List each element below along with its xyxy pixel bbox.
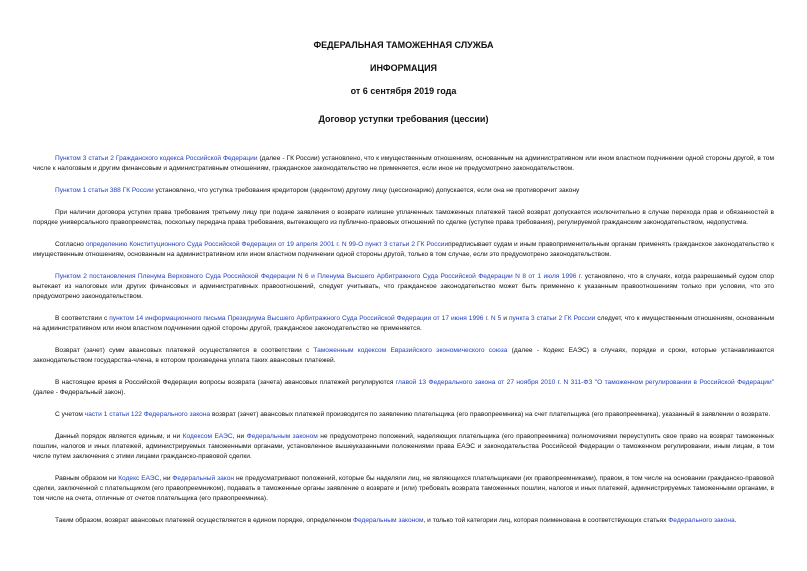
document-date: от 6 сентября 2019 года bbox=[350, 86, 457, 96]
paragraph-4 bbox=[33, 240, 774, 260]
legal-reference-link[interactable]: главой 13 Федерального закона от 27 ноября 2010 г. N 311-ФЗ "О таможенном регулировании в Российской Федерации" bbox=[395, 379, 774, 386]
legal-reference-link[interactable]: Федеральный закон bbox=[172, 475, 235, 482]
paragraph-11 bbox=[33, 474, 774, 504]
paragraph-text: возврат (зачет) авансовых платежей производится по заявлению плательщика (его правопреемника) на счет плательщика (его правопреемника), указанный в заявлении о возврате. bbox=[210, 411, 771, 418]
legal-reference-link[interactable]: части 1 статьи 122 Федерального закона bbox=[84, 411, 211, 418]
paragraph-text: , и только той категории лиц, которая поименована в соответствующих статьях bbox=[423, 517, 669, 524]
paragraph-text: (далее - ГК России) установлено, что к имущественным отношениям, основанным на административном или ином властном подчинении одной стороны другой, в том числе к налоговым и другим финансовым и административным отношениям, гражданское законодательство не применяется, если иное не предусмотрено законодательством. bbox=[33, 155, 774, 172]
legal-reference-link[interactable]: Таможенным кодексом Евразийского экономического союза bbox=[313, 347, 508, 354]
paragraph-text: В настоящее время в Российской Федерации вопросы возврата (зачета) авансовых платежей регулируются bbox=[55, 379, 396, 386]
legal-reference-link[interactable]: Кодекс ЕАЭС bbox=[118, 475, 160, 482]
agency-name: ФЕДЕРАЛЬНАЯ ТАМОЖЕННАЯ СЛУЖБА bbox=[313, 40, 494, 50]
paragraph-text: Таким образом, возврат авансовых платежей осуществляется в едином порядке, определенном bbox=[55, 517, 353, 524]
document-type: ИНФОРМАЦИЯ bbox=[369, 63, 438, 73]
paragraph-text: Данный порядок является единым, и ни bbox=[55, 433, 183, 440]
legal-reference-link[interactable]: Федерального закона bbox=[668, 517, 735, 524]
paragraph-text: следует, что к имущественным отношениям, основанным на административном или ином властном подчинении одной стороны другой, гражданское законодательство не применяется. bbox=[33, 315, 775, 332]
document-title: Договор уступки требования (цессии) bbox=[318, 114, 489, 124]
paragraph-text: (далее - Кодекс ЕАЭС) в случаях, порядке и сроки, которые устанавливаются законодательством государства-члена, в котором произведена уплата таких авансовых платежей. bbox=[33, 347, 774, 364]
document-body bbox=[33, 154, 774, 526]
paragraph-text: не предусмотрено положений, наделяющих плательщика (его правопреемника) полномочиями переуступить свое право на возврат таможенных пошлин, налогов и иных платежей, администрируемых таможенными органами, установленное вышеуказанными положениями права ЕАЭС и законодательства Российской Федерации о таможенном регулировании, иным лицам, в том числе путем заключения с этими лицами гражданско-правовой сделки. bbox=[33, 433, 774, 460]
legal-reference-link[interactable]: Федеральным законом bbox=[352, 517, 424, 524]
paragraph-text: При наличии договора уступки права требования третьему лицу при подаче заявления о возврате излишне уплаченных таможенных платежей такой возврат допускается исключительно в случае перехода прав и обязанностей в порядке универсального правопреемства, поскольку передача права требования, вытекающего из публично-правовых отношений по сделке (уступке права требования), регулируемой гражданским законодательством, недопустима. bbox=[33, 209, 774, 226]
paragraph-12 bbox=[33, 516, 774, 526]
paragraph-text: и bbox=[501, 315, 509, 322]
paragraph-text: не предусматривают положений, которые бы наделяли лиц, не являющихся плательщиками (их правопреемниками), правом, в том числе на основании гражданско-правовой сделки, заключенной с плательщиком (его правопреемником), подавать в таможенные органы заявление о возврате и (или) требовать возврата таможенных пошлин, налогов и иных платежей, администрируемых таможенными органами, в том числе на счета, отличные от счетов плательщика (его правопреемника). bbox=[33, 475, 774, 502]
paragraph-1 bbox=[33, 154, 774, 174]
paragraph-text: установлено, что в случаях, когда разрешаемый судом спор вытекает из налоговых или других финансовых и административных правоотношений, следует учитывать, что гражданское законодательство может быть применено к указанным правоотношениям только при условии, что это предусмотрено законодательством. bbox=[33, 273, 775, 300]
legal-reference-link[interactable]: Федеральным законом bbox=[246, 433, 318, 440]
paragraph-text: , ни bbox=[159, 475, 173, 482]
legal-reference-link[interactable]: Пунктом 3 статьи 2 Гражданского кодекса Российской Федерации bbox=[55, 155, 258, 162]
legal-reference-link[interactable]: пунктом 14 информационного письма Президиума Высшего Арбитражного Суда Российской Федерации от 17 июня 1996 г. N 5 bbox=[109, 315, 502, 322]
legal-reference-link[interactable]: определению Конституционного Суда Российской Федерации от 19 апреля 2001 г. N 99-О bbox=[85, 241, 364, 248]
paragraph-6 bbox=[33, 314, 774, 334]
paragraph-text: . bbox=[734, 517, 737, 524]
paragraph-text: установлено, что уступка требования кредитором (цедентом) другому лицу (цессионарию) допускается, если она не противоречит закону bbox=[153, 187, 580, 194]
paragraph-text: В соответствии с bbox=[55, 315, 110, 322]
paragraph-9 bbox=[33, 410, 774, 420]
paragraph-text: С учетом bbox=[55, 411, 85, 418]
paragraph-text: (далее - Федеральный закон). bbox=[33, 389, 126, 396]
legal-reference-link[interactable]: пункта 3 статьи 2 ГК России bbox=[508, 315, 596, 322]
paragraph-2 bbox=[33, 186, 774, 196]
legal-reference-link[interactable]: Пунктом 2 постановления Пленума Верховного Суда Российской Федерации N 6 и Пленума Высшего Арбитражного Суда Российской Федерации N 8 от 1 июля 1996 г. bbox=[55, 273, 583, 280]
paragraph-3 bbox=[33, 208, 774, 228]
paragraph-text: Возврат (зачет) сумм авансовых платежей осуществляется в соответствии с bbox=[55, 347, 314, 354]
paragraph-10 bbox=[33, 432, 774, 462]
paragraph-text: Равным образом ни bbox=[55, 475, 119, 482]
paragraph-8 bbox=[33, 378, 774, 398]
paragraph-7 bbox=[33, 346, 774, 366]
paragraph-5 bbox=[33, 272, 774, 302]
paragraph-text: Согласно bbox=[55, 241, 86, 248]
legal-reference-link[interactable]: Кодексом ЕАЭС bbox=[182, 433, 233, 440]
legal-reference-link[interactable]: пункт 3 статьи 2 ГК России bbox=[365, 241, 449, 248]
legal-reference-link[interactable]: Пунктом 1 статьи 388 ГК России bbox=[55, 187, 154, 194]
paragraph-text: предписывает судам и иным правоприменительным органам применять гражданское законодательство к имущественным отношениям, основанным на административном или ином властном подчинении одной стороны другой, только в том случае, если это предусмотрено законодательством. bbox=[33, 241, 774, 258]
paragraph-text: , ни bbox=[232, 433, 247, 440]
